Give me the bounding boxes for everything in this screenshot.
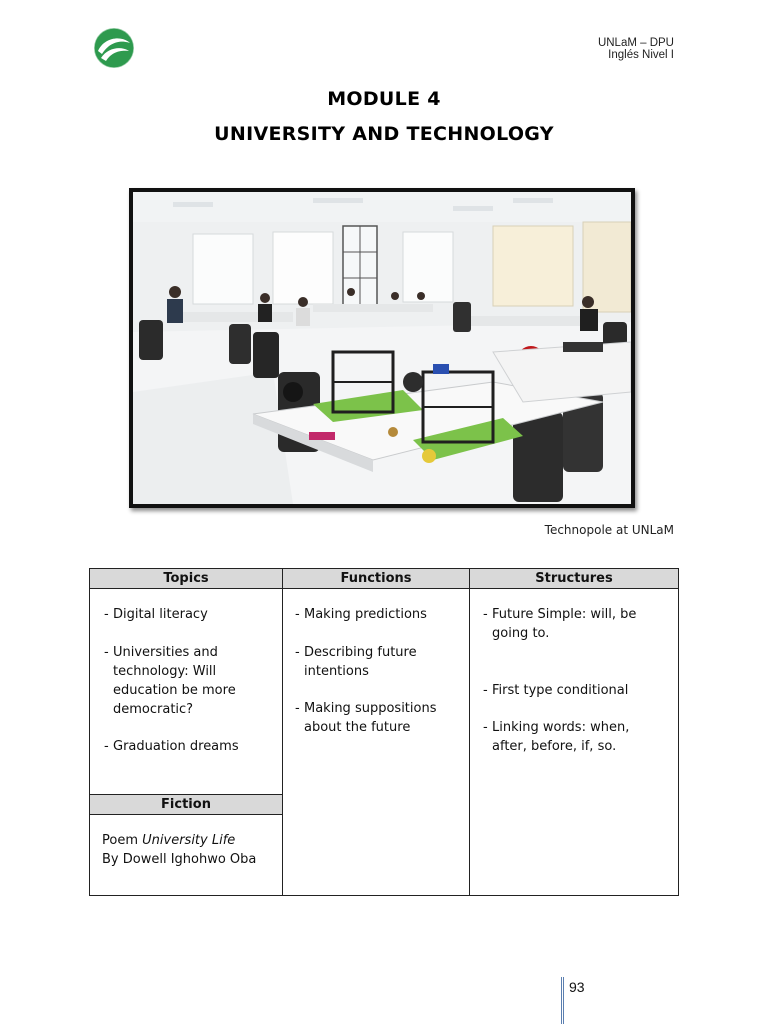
university-logo — [92, 27, 136, 69]
header-topics: Topics — [89, 568, 283, 589]
header-structures: Structures — [469, 568, 679, 589]
fiction-prefix: Poem — [102, 833, 138, 848]
page-number: 93 — [569, 979, 585, 995]
photo-caption: Technopole at UNLaM — [544, 523, 674, 537]
header-institution: UNLaM – DPU — [597, 37, 674, 49]
header-fiction: Fiction — [89, 794, 283, 815]
fiction-title: University Life — [142, 833, 236, 848]
list-item: - First type conditional — [483, 683, 629, 698]
list-item: - Future Simple: will, be going to. — [483, 607, 637, 641]
list-item: - Graduation dreams — [104, 739, 239, 754]
fiction-poem-line — [102, 831, 282, 850]
list-item: - Linking words: when, after, before, if, so. — [483, 720, 630, 754]
module-overview-table — [89, 568, 679, 896]
module-subtitle: UNIVERSITY AND TECHNOLOGY — [214, 123, 554, 145]
topics-cell — [89, 588, 283, 795]
module-title: MODULE 4 — [327, 88, 441, 110]
list-item: - Describing future intentions — [295, 645, 417, 679]
structures-cell — [469, 588, 679, 896]
header-functions: Functions — [282, 568, 470, 589]
list-item: - Digital literacy — [104, 607, 208, 622]
list-item: - Universities and technology: Will education be more democratic? — [104, 645, 236, 717]
fiction-cell — [89, 814, 283, 896]
header-info — [598, 37, 674, 61]
functions-cell — [282, 588, 470, 896]
list-item: - Making predictions — [295, 607, 427, 622]
list-item: - Making suppositions about the future — [295, 701, 437, 735]
page-number-rule — [561, 977, 564, 1024]
fiction-author: By Dowell Ighohwo Oba — [102, 852, 257, 867]
technopole-photo — [129, 188, 635, 508]
header-course: Inglés Nivel I — [608, 49, 674, 61]
